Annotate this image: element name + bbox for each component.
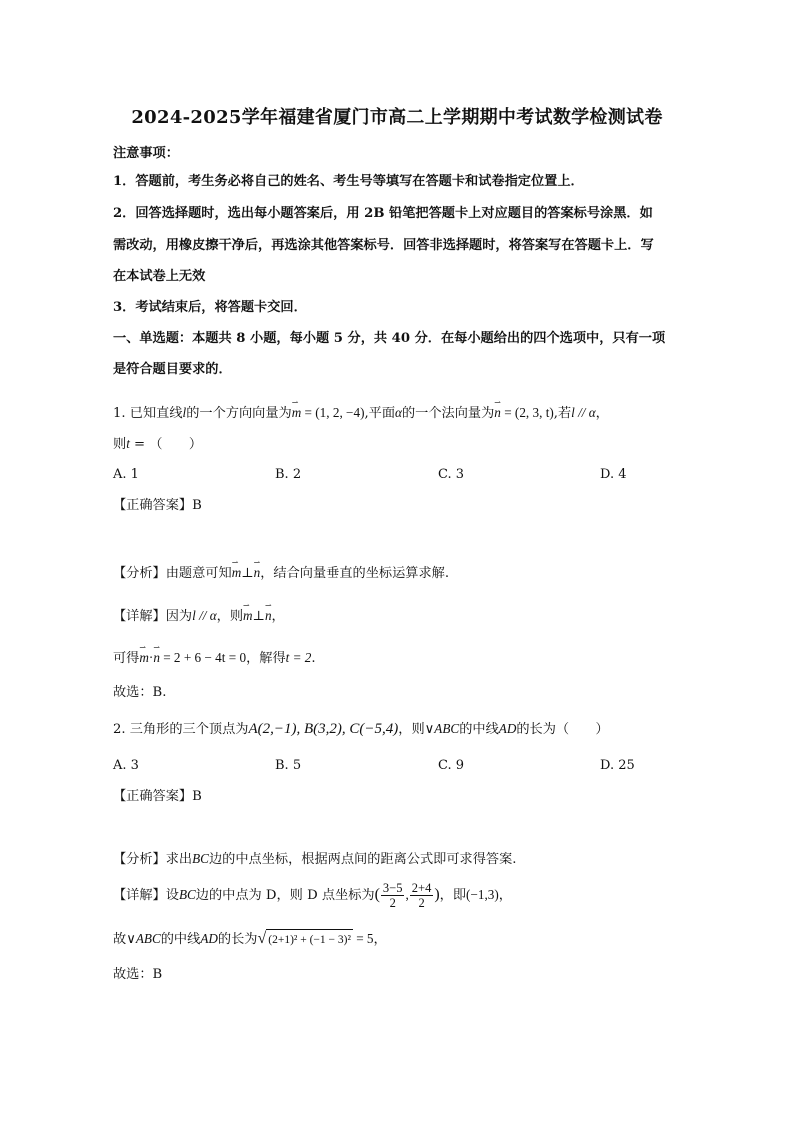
- vector-arrow-icon: ⇀: [494, 398, 501, 407]
- q2-option-d: D. 25: [600, 758, 635, 773]
- q1-detail: 【详解】因为l // α，则 ⇀ m⊥ ⇀ n，: [113, 606, 285, 627]
- vector-arrow-icon: ⇀: [139, 643, 147, 652]
- section1-line2: 是符合题目要求的．: [113, 362, 232, 377]
- vector-n: ⇀ n: [494, 403, 501, 423]
- fraction: $\frac{3-5}{2}$: [382, 881, 403, 910]
- section1-line1: 一、单选题：本题共 8 小题，每小题 5 分，共 40 分．在每小题给出的四个选项中，只有一项: [113, 331, 666, 346]
- fraction: $\frac{2+4}{2}$: [411, 881, 432, 910]
- note-2b: 需改动，用橡皮擦干净后，再选涂其他答案标号．回答非选择题时，将答案写在答题卡上．写: [113, 238, 654, 253]
- vector-m: ⇀ m: [292, 403, 302, 423]
- q2-option-c: C. 9: [438, 758, 465, 773]
- vector-arrow-icon: ⇀: [231, 558, 239, 567]
- notes-heading: 注意事项：: [113, 146, 179, 161]
- q2-analysis: 【分析】求出BC边的中点坐标，根据两点间的距离公式即可求得答案.: [113, 851, 517, 867]
- vector-arrow-icon: ⇀: [291, 398, 299, 407]
- sqrt-icon: √: [257, 930, 267, 947]
- q2-option-a: A. 3: [113, 758, 139, 773]
- q1-option-a: A. 1: [113, 467, 139, 482]
- q2-final: 故∨ABC的中线AD的长为√ (2+1)² + (−1 − 3)² = 5，: [113, 929, 387, 950]
- page-title: 2024-2025学年福建省厦门市高二上学期期中考试数学检测试卷: [131, 107, 663, 128]
- q2-stem: 2. 三角形的三个顶点为A(2,−1), B(3,2), C(−5,4)，则∨ABC的中线AD的长为（ ）: [113, 721, 609, 737]
- q2-detail: 【详解】设BC边的中点为 D，则 D 点坐标为( $\frac{3-5}{2}$ , $\frac{2+4}{2}$ )，即(−1,3)，: [113, 881, 512, 910]
- note-2c: 在本试卷上无效: [113, 269, 206, 284]
- note-2a: 2．回答选择题时，选出每小题答案后，用 2B 铅笔把答题卡上对应题目的答案标号涂黑．如: [113, 206, 653, 221]
- vector-arrow-icon: ⇀: [264, 601, 272, 610]
- q2-choose: 故选：B: [113, 967, 163, 982]
- q1-calculation: 可得 ⇀ m· ⇀ n = 2 + 6 − 4t = 0，解得t = 2.: [113, 648, 316, 669]
- q1-option-b: B. 2: [275, 467, 302, 482]
- q1-stem-line2: 则t = （ ）: [113, 436, 203, 452]
- q1-choose: 故选：B.: [113, 685, 167, 700]
- q1-option-c: C. 3: [438, 467, 465, 482]
- q1-stem-line1: 1. 已知直线l的一个方向向量为 ⇀ m = (1, 2, −4),平面α的一个法向量为 ⇀ n = (2, 3, t),若l // α，: [113, 403, 609, 424]
- q1-option-d: D. 4: [600, 467, 627, 482]
- q2-option-b: B. 5: [275, 758, 302, 773]
- vector-arrow-icon: ⇀: [253, 558, 261, 567]
- q1-analysis: 【分析】由题意可知 ⇀ m⊥ ⇀ n，结合向量垂直的坐标运算求解.: [113, 563, 449, 584]
- q2-answer: 【正确答案】B: [113, 789, 202, 804]
- note-3: 3．考试结束后，将答题卡交回．: [113, 300, 307, 315]
- vector-arrow-icon: ⇀: [243, 601, 250, 610]
- note-1: 1．答题前，考生务必将自己的姓名、考生号等填写在答题卡和试卷指定位置上．: [113, 174, 584, 189]
- q1-answer: 【正确答案】B: [113, 498, 202, 513]
- vector-arrow-icon: ⇀: [153, 643, 161, 652]
